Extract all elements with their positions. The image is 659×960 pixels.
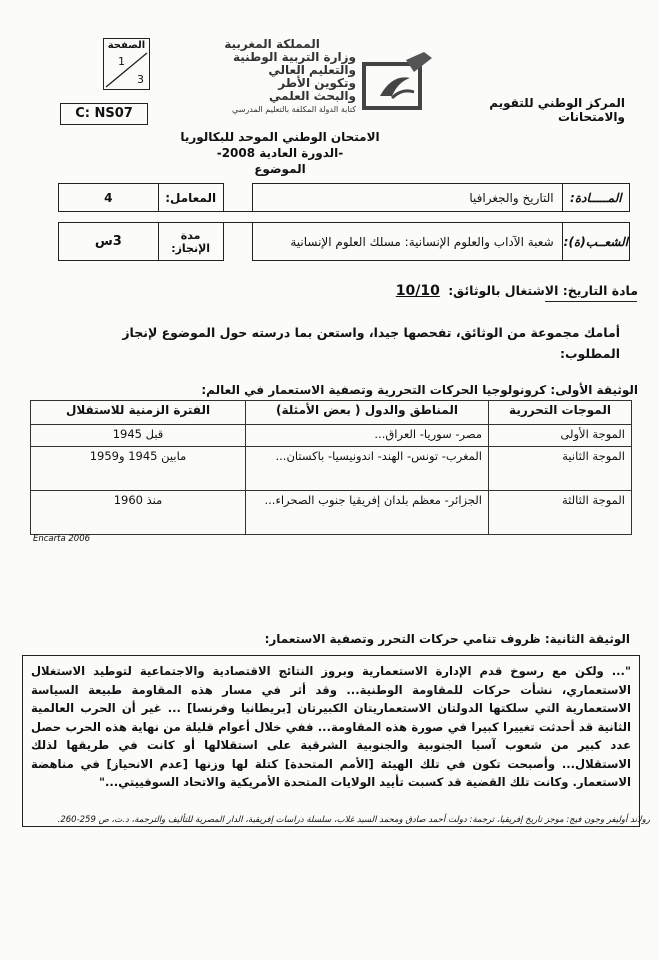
kingdom-name: المملكة المغربية: [224, 37, 320, 51]
table-cell: مابين 1945 و1959: [31, 447, 246, 491]
coef-label: المعامل:: [158, 184, 223, 212]
ministry-line: والتعليم العالي: [268, 63, 356, 77]
table-cell: الموجة الثانية: [489, 447, 632, 491]
table-cell: الجزائر- معظم بلدان إفريقيا جنوب الصحراء...: [246, 491, 489, 535]
table-header-row: [31, 401, 632, 425]
ministry-line: والبحث العلمي: [269, 89, 356, 103]
branch-label: الشعــب(ة):: [562, 223, 629, 261]
doc2-source: رولاند أوليفر وجون فيج: موجز تاريخ إفريقيا، ترجمة: دولت أحمد صادق ومحمد السيد غلاب، سلسلة دراسات إفريقية، الدار المصرية للتأليف والترجمة، د.ت، ص 259-260.: [57, 815, 650, 825]
subject-value: التاريخ والجغرافيا: [252, 184, 562, 212]
table-header-cell: الفترة الزمنية للاستقلال: [31, 401, 246, 425]
center-name: المركز الوطني للتقويم والامتحانات: [489, 96, 625, 124]
exam-code: C: NS07: [60, 103, 148, 125]
doc1-source: Encarta 2006: [33, 534, 91, 544]
ministry-logo-icon: [362, 52, 438, 110]
doc1-title: الوثيقة الأولى: كرونولوجيا الحركات التحررية وتصفية الاستعمار في العالم:: [201, 383, 638, 397]
section-underline: [545, 301, 637, 302]
table-row: [31, 425, 632, 447]
exam-title: الامتحان الوطني الموحد للبكالوريا: [180, 130, 380, 144]
ministry-subtitle: كتابة الدولة المكلفة بالتعليم المدرسي: [232, 105, 356, 114]
table-cell: المغرب- تونس- الهند- اندونيسيا- باكستان...: [246, 447, 489, 491]
instruction-text: أمامك مجموعة من الوثائق، تفحصها جيدا، واستعن بما درسته حول الموضوع لإنجاز المطلوب:: [122, 325, 620, 361]
section-title: [250, 283, 638, 299]
table-cell: منذ 1960: [31, 491, 246, 535]
page-total: 3: [137, 73, 144, 86]
table-cell: مصر- سوريا- العراق...: [246, 425, 489, 447]
doc2-quote-text: "... ولكن مع رسوخ قدم الإدارة الاستعمارية وبروز النتائج الاقتصادية والاجتماعية لتوطيد الاستغلال الاستعماري، نشأت حركات للمقاومة الوطنية... وقد أثر في مسار هذه المقاومة طبيعة السياسة الاستعمارية التي سلكتها الدولتان الاستعماريتان الكبيرتان [بريطانيا وفرنسا] ... غير أن الحرب العالمية الثانية قد أحدثت تغييرا كبيرا في صورة هذه المقاومة... ففي خلال أعوام قليلة من نهاية هذه الحرب حصل عدد كبير من شعوب آسيا الجنوبية والجنوبية الشرقية على استقلالها أو كانت في طريقها لذلك الاستقلال... وأصبحت تكون في تلك الهيئة [الأمم المتحدة] كتلة لها وزنها [عدم الانحياز] في مناهضة الاستعمار. وكانت تلك القضية قد كسبت تأييد الولايات المتحدة الأمريكية والاتحاد السوفييتي...": [31, 664, 631, 789]
duration-label: مدة الإنجاز:: [158, 223, 223, 261]
table-row: [31, 447, 632, 491]
page-label: الصفحة: [107, 40, 146, 51]
table-row: [31, 491, 632, 535]
table-cell: الموجة الأولى: [489, 425, 632, 447]
coef-value: 4: [59, 184, 159, 212]
subject-label: المـــــادة:: [562, 184, 629, 212]
section-title-text: مادة التاريخ: الاشتغال بالوثائق:: [448, 283, 638, 298]
page-number-box: [103, 38, 150, 90]
doc1-table: [30, 400, 632, 535]
section-score: 10/10: [395, 283, 440, 299]
doc2-quote-box: [22, 655, 640, 827]
table-cell: الموجة الثالثة: [489, 491, 632, 535]
duration-value: 3س: [59, 223, 159, 261]
branch-value: شعبة الآداب والعلوم الإنسانية: مسلك العلوم الإنسانية: [252, 223, 562, 261]
ministry-block: [188, 38, 356, 116]
page-current: 1: [118, 55, 125, 68]
exam-heading: [150, 129, 410, 177]
exam-session: -الدورة العادية 2008-: [216, 146, 344, 160]
ministry-line: وزارة التربية الوطنية: [232, 50, 356, 64]
table-cell: قبل 1945: [31, 425, 246, 447]
table-header-cell: المناطق والدول ( بعض الأمثلة): [246, 401, 489, 425]
exam-info-table: [58, 183, 630, 261]
ministry-line: وتكوين الأطر: [278, 76, 356, 90]
subject-heading: الموضوع: [254, 162, 306, 176]
doc2-title: الوثيقة الثانية: ظروف تنامي حركات التحرر وتصفية الاستعمار:: [264, 632, 630, 646]
table-header-cell: الموجات التحررية: [489, 401, 632, 425]
